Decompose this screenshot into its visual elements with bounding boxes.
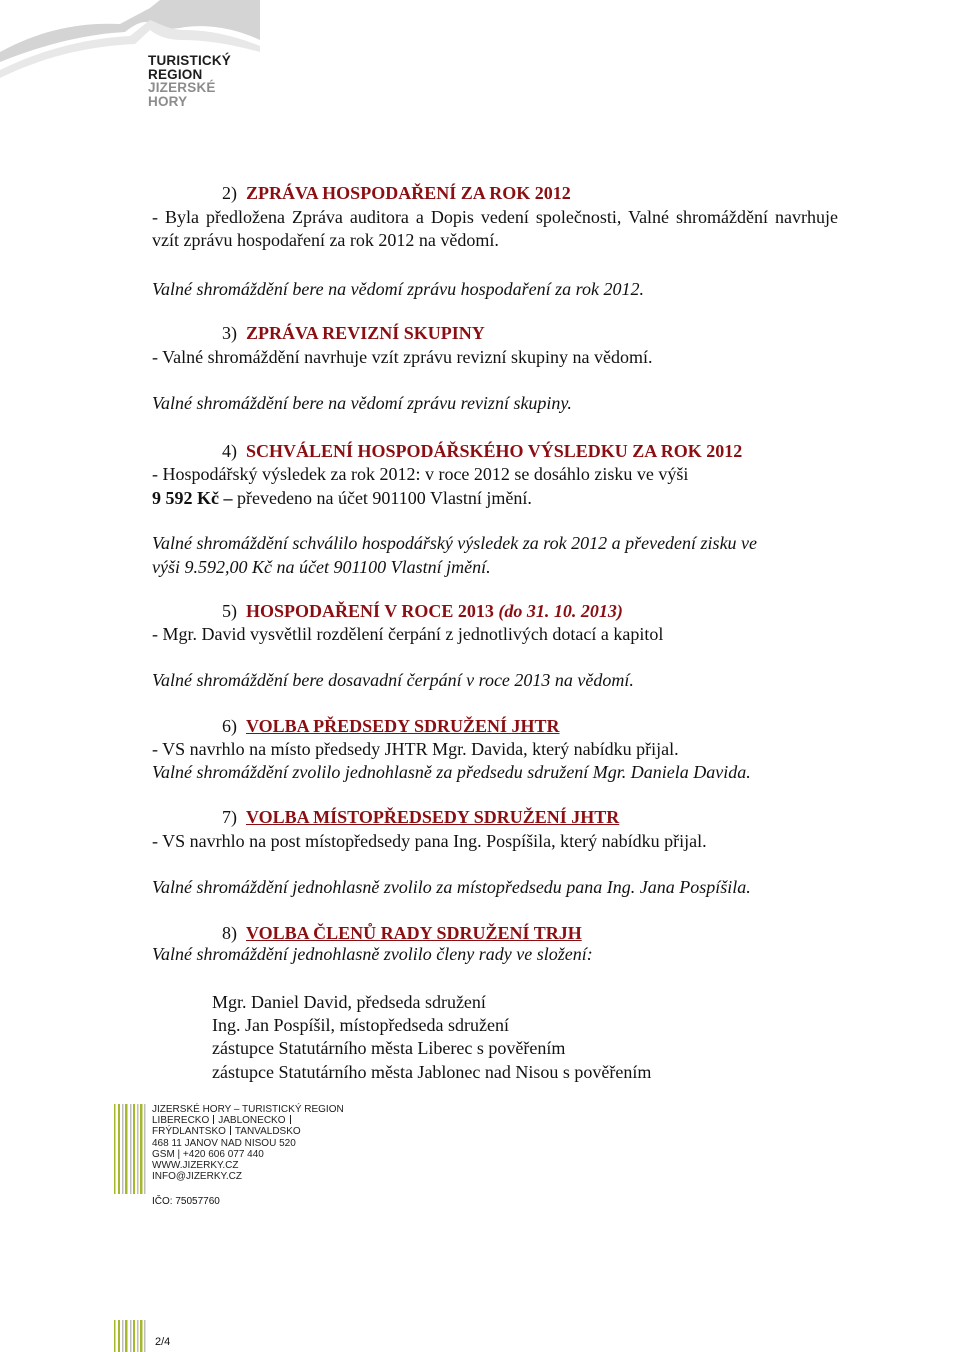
section-7-title: VOLBA MÍSTOPŘEDSEDY SDRUŽENÍ JHTR bbox=[246, 807, 620, 827]
section-5-body: - Mgr. David vysvětlil rozdělení čerpání z jednotlivých dotací a kapitol bbox=[152, 624, 664, 644]
section-3-resolution: Valné shromáždění bere na vědomí zprávu revizní skupiny. bbox=[152, 393, 572, 413]
page-bars-graphic bbox=[112, 1320, 148, 1352]
section-4-amount-line bbox=[152, 487, 532, 510]
section-6-heading: 6) VOLBA PŘEDSEDY SDRUŽENÍ JHTR bbox=[222, 716, 560, 736]
footer-email-link[interactable]: INFO@JIZERKY.CZ bbox=[152, 1171, 242, 1183]
profit-amount: 9 592 Kč – bbox=[152, 488, 233, 508]
section-5-resolution: Valné shromáždění bere dosavadní čerpání v roce 2013 na vědomí. bbox=[152, 670, 634, 690]
member-item: zástupce Statutárního města Liberec s pověřením bbox=[212, 1038, 566, 1058]
logo-line-4: HORY bbox=[148, 93, 188, 109]
section-8-title: VOLBA ČLENŮ RADY SDRUŽENÍ TRJH bbox=[246, 923, 582, 943]
section-6-resolution: Valné shromáždění zvolilo jednohlasně za předsedu sdružení Mgr. Daniela Davida. bbox=[152, 762, 751, 782]
section-3-body: - Valné shromáždění navrhuje vzít zprávu revizní skupiny na vědomí. bbox=[152, 347, 653, 367]
footer-web-link[interactable]: WWW.JIZERKY.CZ bbox=[152, 1160, 239, 1172]
section-4-body: - Hospodářský výsledek za rok 2012: v roce 2012 se dosáhlo zisku ve výši bbox=[152, 464, 689, 484]
section-7-heading: 7) VOLBA MÍSTOPŘEDSEDY SDRUŽENÍ JHTR bbox=[222, 807, 620, 827]
section-4-title: SCHVÁLENÍ HOSPODÁŘSKÉHO VÝSLEDKU ZA ROK 2012 bbox=[246, 441, 743, 461]
footer-contact bbox=[152, 1104, 344, 1182]
section-7-resolution: Valné shromáždění jednohlasně zvolilo za místopředsedu pana Ing. Jana Pospíšila. bbox=[152, 877, 751, 897]
section-2-resolution: Valné shromáždění bere na vědomí zprávu hospodaření za rok 2012. bbox=[152, 279, 644, 299]
section-6-title: VOLBA PŘEDSEDY SDRUŽENÍ JHTR bbox=[246, 716, 560, 736]
logo-line-3: JIZERSKÉ bbox=[148, 80, 216, 95]
section-3-heading: 3) ZPRÁVA REVIZNÍ SKUPINY bbox=[222, 323, 485, 343]
footer-phone: GSM | +420 606 077 440 bbox=[152, 1148, 264, 1160]
page-number: 2/4 bbox=[155, 1336, 171, 1348]
section-5-heading: 5) HOSPODAŘENÍ V ROCE 2013 (do 31. 10. 2013) bbox=[222, 601, 623, 621]
section-5-title-note: (do 31. 10. 2013) bbox=[498, 601, 623, 621]
footer-ico: IČO: 75057760 bbox=[152, 1196, 220, 1207]
section-2-title: ZPRÁVA HOSPODAŘENÍ ZA ROK 2012 bbox=[246, 183, 571, 203]
member-item: Mgr. Daniel David, předseda sdružení bbox=[212, 992, 486, 1012]
section-7-body: - VS navrhlo na post místopředsedy pana Ing. Pospíšila, který nabídku přijal. bbox=[152, 831, 707, 851]
section-3-title: ZPRÁVA REVIZNÍ SKUPINY bbox=[246, 323, 485, 343]
profit-transfer: převedeno na účet 901100 Vlastní jmění. bbox=[232, 488, 532, 508]
footer-org: JIZERSKÉ HORY – TURISTICKÝ REGION bbox=[152, 1104, 344, 1115]
section-2-heading: 2) ZPRÁVA HOSPODAŘENÍ ZA ROK 2012 bbox=[222, 183, 571, 203]
section-8-resolution: Valné shromáždění jednohlasně zvolilo členy rady ve složení: bbox=[152, 944, 593, 964]
section-8-heading: 8) VOLBA ČLENŮ RADY SDRUŽENÍ TRJH bbox=[222, 923, 582, 943]
footer-address: 468 11 JANOV NAD NISOU 520 bbox=[152, 1137, 296, 1149]
section-6-body: - VS navrhlo na místo předsedy JHTR Mgr. Davida, který nabídku přijal. bbox=[152, 739, 679, 759]
logo-line-1: TURISTICKÝ bbox=[148, 53, 231, 68]
logo-line-2: REGION bbox=[148, 66, 203, 82]
section-4-resolution-1: Valné shromáždění schválilo hospodářský výsledek za rok 2012 a převedení zisku ve bbox=[152, 533, 758, 553]
section-4-heading: 4) SCHVÁLENÍ HOSPODÁŘSKÉHO VÝSLEDKU ZA ROK 2012 bbox=[222, 441, 743, 461]
logo bbox=[0, 0, 260, 125]
footer-areas-1: LIBERECKO JABLONECKO bbox=[152, 1115, 344, 1126]
footer-bars-graphic bbox=[112, 1104, 148, 1194]
section-4-resolution-2: výši 9.592,00 Kč na účet 901100 Vlastní jmění. bbox=[152, 557, 491, 577]
section-2-body: - Byla předložena Zpráva auditora a Dopis vedení společnosti, Valné shromáždění navrhuje vzít zprávu hospodaření za rok 2012 na vědomí. bbox=[152, 207, 838, 250]
member-item: Ing. Jan Pospíšil, místopředseda sdružení bbox=[212, 1015, 509, 1035]
member-item: zástupce Statutárního města Jablonec nad Nisou s pověřením bbox=[212, 1062, 652, 1082]
footer-areas-2: FRÝDLANTSKO TANVALDSKO bbox=[152, 1126, 301, 1138]
section-5-title: HOSPODAŘENÍ V ROCE 2013 bbox=[246, 601, 494, 621]
